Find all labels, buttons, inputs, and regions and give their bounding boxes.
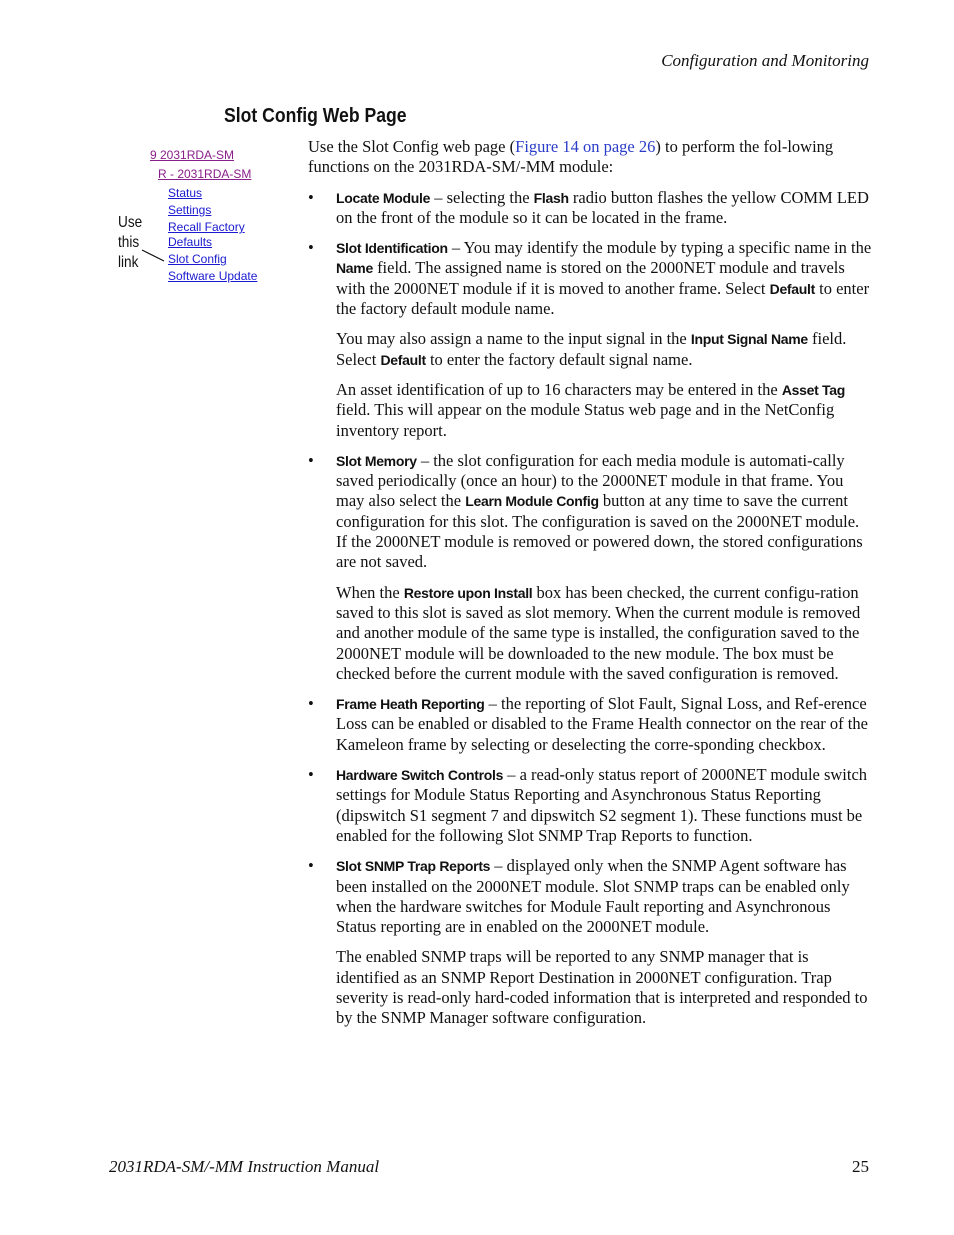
text: – selecting the (430, 187, 534, 207)
text: When the (336, 582, 404, 602)
nav-frame-link[interactable]: 9 2031RDA-SM (150, 148, 235, 162)
term-restore-upon-install: Restore upon Install (403, 584, 533, 601)
snmp-paragraph-2: The enabled SNMP traps will be reported to any SNMP manager that is identified as an SNMP Report Destination in 2000NET configuration. Trap severity is read-only hard-coded information that is interpreted and responded to by the SNMP Manager software configuration. (336, 947, 868, 1028)
callout-line-3: link (118, 254, 139, 271)
text: – displayed only when the SNMP Agent software has been installed on the 2000NET module. Slot SNMP traps can be enabled only when the hardware switches for Module Fault reporting and Asynchronous Status reporting are in enabled on the 2000NET module. (336, 856, 850, 937)
main-content (308, 137, 874, 1039)
text: – You may identify the module by typing a specific name in the (447, 238, 872, 258)
callout-line-1: Use (118, 214, 143, 231)
term-asset-tag: Asset Tag (781, 381, 845, 398)
bullet-slot-identification (308, 238, 874, 441)
term-slot-snmp-trap-reports: Slot SNMP Trap Reports (336, 858, 491, 875)
footer-manual-title: 2031RDA-SM/-MM Instruction Manual (109, 1157, 380, 1176)
term-frame-heath-reporting: Frame Heath Reporting (336, 696, 485, 713)
bullet-locate-module (308, 188, 874, 229)
bullet-slot-snmp-trap-reports (308, 856, 874, 1028)
nav-item-defaults[interactable]: Defaults (168, 235, 213, 249)
term-locate-module: Locate Module (336, 189, 431, 206)
text: field. Select (336, 329, 847, 369)
text: to enter the factory default module name. (336, 278, 870, 319)
callout-pointer-line (140, 248, 166, 264)
footer-page-number: 25 (852, 1157, 869, 1176)
text: to enter the factory default signal name. (425, 349, 693, 369)
nav-item-status[interactable]: Status (168, 186, 203, 200)
term-hardware-switch-controls: Hardware Switch Controls (336, 767, 504, 784)
intro-text: Use the Slot Config web page ( (308, 137, 516, 156)
text: An asset identification of up to 16 characters may be entered in the (336, 379, 782, 399)
text: – a read-only status report of 2000NET module switch settings for Module Status Reporting and Asynchronous Status Reporting (dipswitch S1 segment 7 and dipswitch S2 segment 1). These functions must be enabled for the following Slot SNMP Trap Reports to function. (336, 765, 868, 845)
term-input-signal-name: Input Signal Name (690, 331, 808, 348)
text: box has been checked, the current configu-ration saved to this slot is saved as slot memory. When the current module is removed and another module of the same type is installed, the configuration saved to the 2000NET module will be downloaded to the new module. The box must be checked before the current module with the saved configuration is removed. (336, 582, 861, 683)
bullet-slot-memory (308, 451, 874, 684)
term-default: Default (769, 280, 815, 297)
intro-text-2: ) to perform the fol-lowing functions on the 2031RDA-SM/-MM module: (308, 137, 834, 177)
text: field. This will appear on the module Status web page and in the NetConfig inventory report. (336, 400, 835, 440)
intro-paragraph (308, 137, 874, 178)
nav-item-settings[interactable]: Settings (168, 203, 212, 217)
bullet-hardware-switch-controls (308, 765, 874, 846)
callout-label (118, 213, 142, 273)
nav-item-software-update[interactable]: Software Update (168, 269, 258, 283)
term-name: Name (336, 260, 373, 277)
term-default: Default (380, 351, 426, 368)
bullet-frame-health-reporting (308, 694, 874, 755)
running-head: Configuration and Monitoring (661, 51, 869, 70)
figure-xref-link[interactable]: Figure 14 on page 26 (515, 137, 656, 156)
nav-item-slot-config[interactable]: Slot Config (168, 252, 227, 266)
text: field. The assigned name is stored on the 2000NET module and travels with the 2000NET module if it is moved to another frame. Select (336, 258, 845, 298)
term-slot-identification: Slot Identification (336, 240, 448, 257)
term-flash: Flash (533, 189, 569, 206)
section-title: Slot Config Web Page (224, 105, 407, 127)
text: – the reporting of Slot Fault, Signal Loss, and Ref-erence Loss can be enabled or disabled to the Frame Health connector on the rear of the Kameleon frame by selecting or deselecting the corre-sponding checkbox. (336, 694, 868, 754)
text: button at any time to save the current configuration for this slot. The configuration is saved on the 2000NET module. If the 2000NET module is removed or powered down, the stored configurations are not saved. (336, 491, 863, 572)
text: You may also assign a name to the input signal in the (336, 329, 691, 349)
nav-module-link[interactable]: R - 2031RDA-SM (158, 167, 252, 181)
text: radio button flashes the yellow COMM LED on the front of the module so it can be located in the frame. (336, 187, 869, 227)
text: – the slot configuration for each media module is automati-cally saved periodically (once an hour) to the 2000NET module in that frame. You may also select the (336, 450, 845, 511)
callout-line-2: this (118, 234, 140, 251)
term-learn-module-config: Learn Module Config (465, 493, 599, 510)
nav-item-recall-factory[interactable]: Recall Factory (168, 220, 245, 234)
term-slot-memory: Slot Memory (336, 452, 417, 469)
